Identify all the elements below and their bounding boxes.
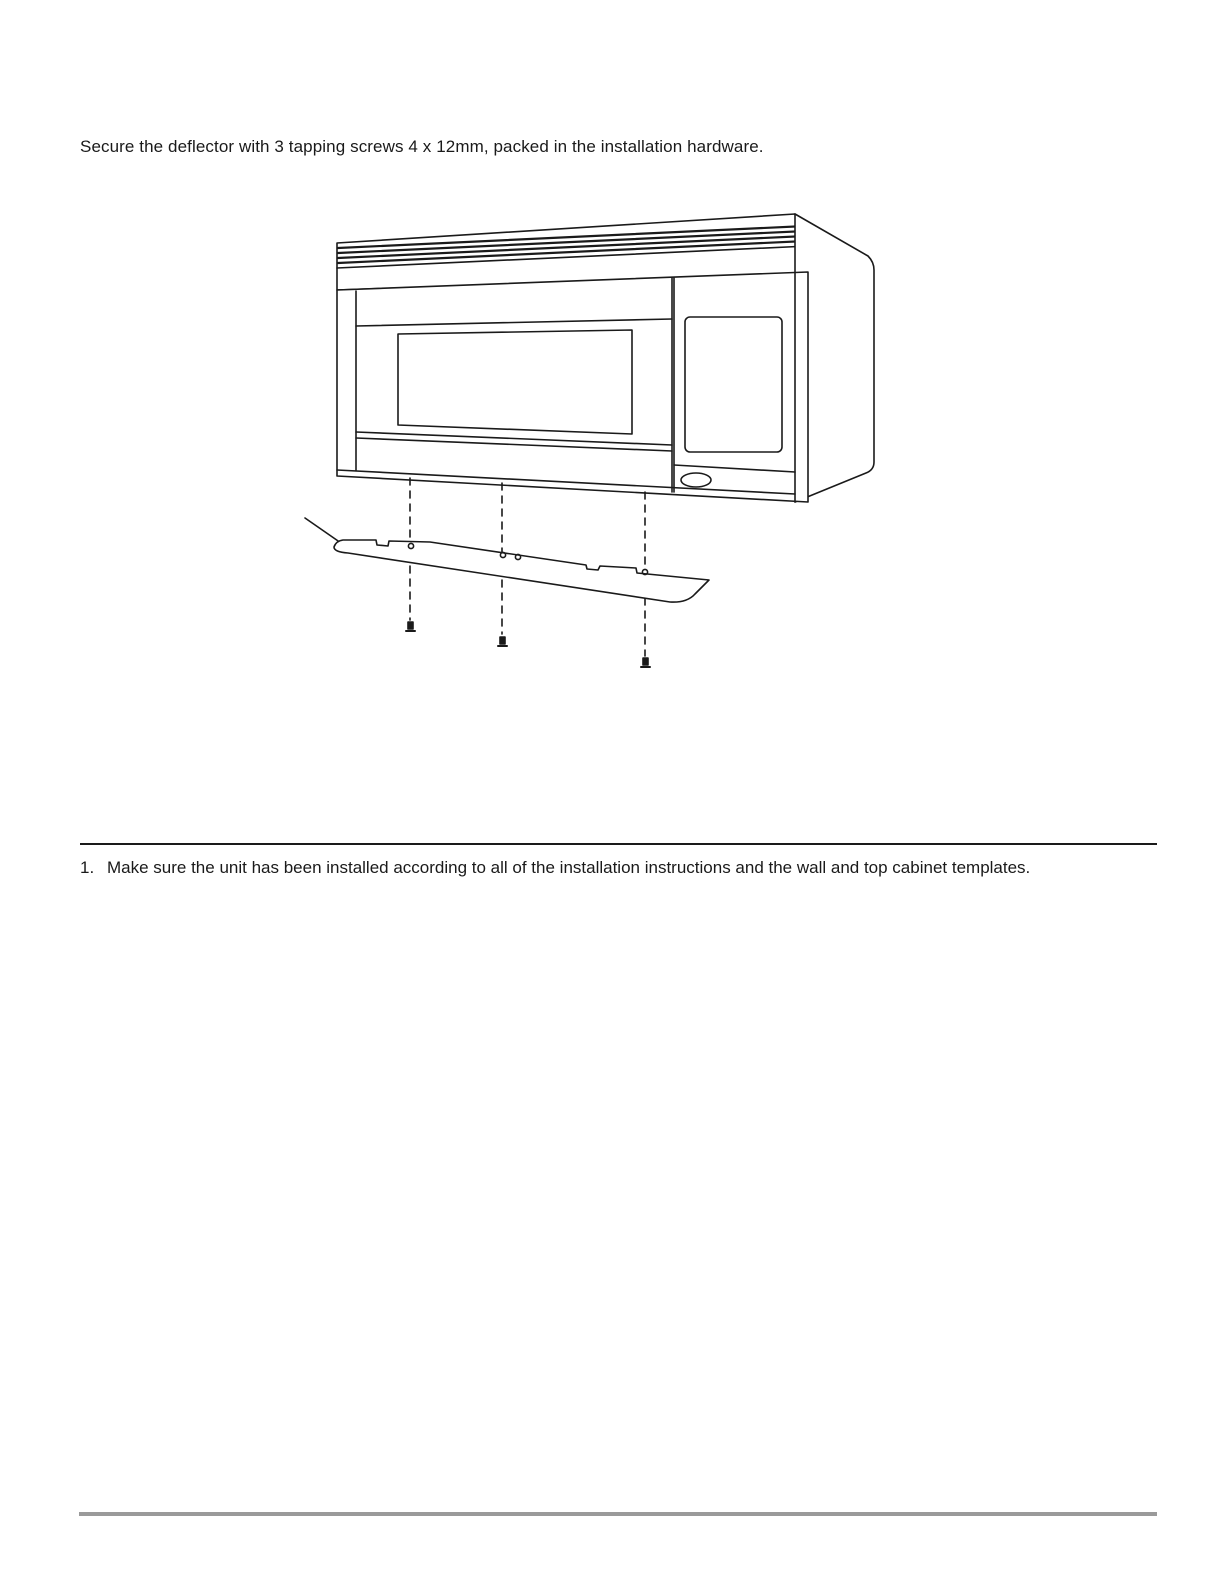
deflector-installation-illustration [300, 205, 890, 675]
section-divider [80, 843, 1157, 845]
footer-divider [79, 1512, 1157, 1516]
screw-icon [498, 637, 507, 646]
screw-icon [406, 622, 415, 631]
microwave-unit [337, 214, 874, 502]
deflector-plate [334, 540, 709, 602]
step-text: Make sure the unit has been installed according to all of the installation instructions and the wall and top cabinet templates. [107, 858, 1031, 877]
intro-text: Secure the deflector with 3 tapping screws 4 x 12mm, packed in the installation hardware. [80, 137, 764, 156]
callout-leader-line [305, 518, 341, 543]
screw-icon [641, 658, 650, 667]
tapping-screws [406, 622, 650, 667]
step-number: 1. [80, 858, 95, 877]
step-list-item [80, 858, 1030, 878]
